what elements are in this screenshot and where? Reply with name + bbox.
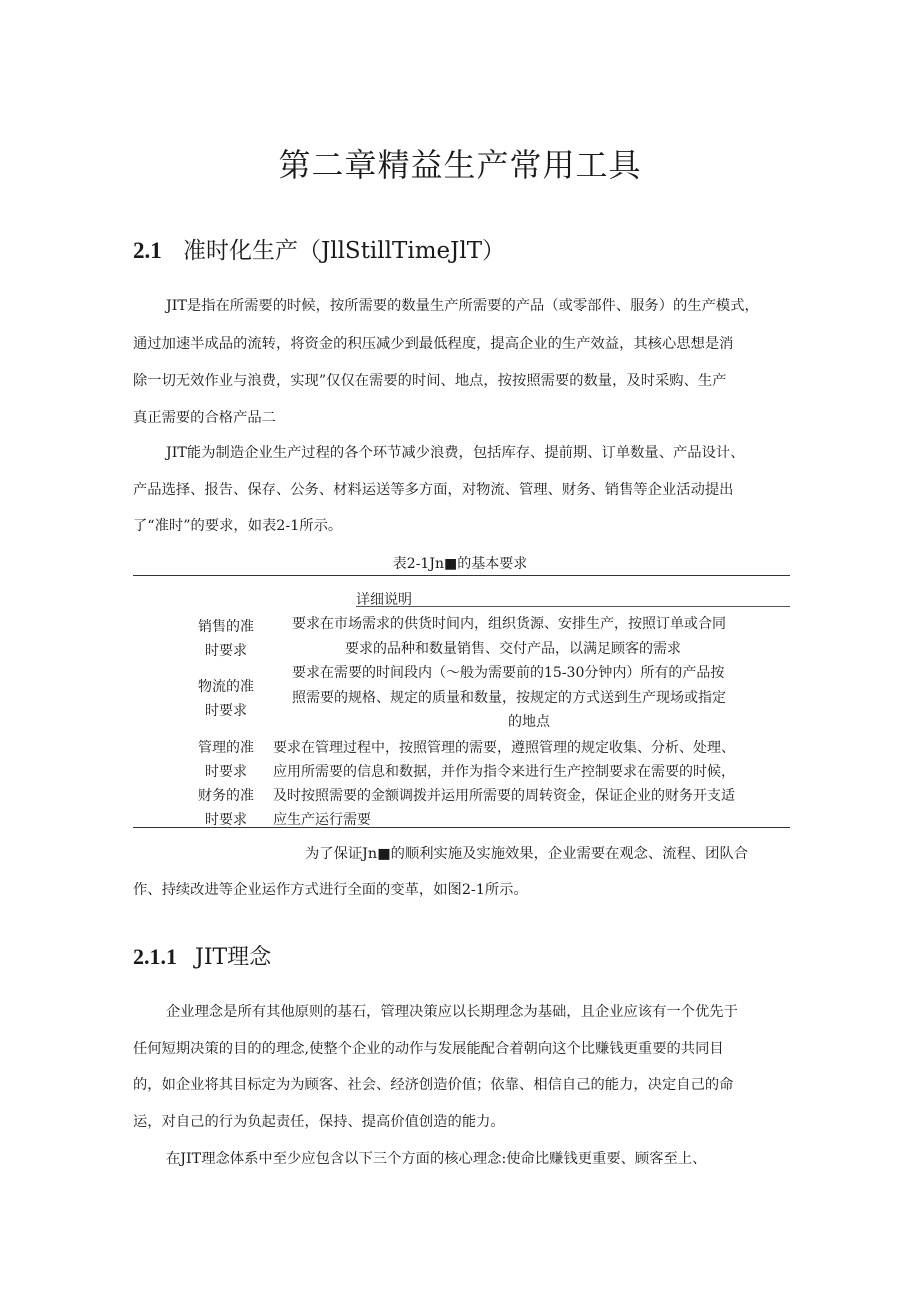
section-number: 2.1.1 [133,944,177,969]
para1-line: JIT是指在所需要的时候，按所需要的数量生产所需要的产品（或零部件、服务）的生产模式， [166,298,759,314]
para5-line: 在JIT理念体系中至少应包含以下三个方面的核心理念:使命比赚钱更重要、顾客至上、 [166,1151,707,1167]
section-heading-2-1 [133,232,505,265]
table-row-mgmt-finance-desc: 要求在管理过程中，按照管理的需要，遵照管理的规定收集、分析、处理、 [273,740,735,756]
table-row-finance-name: 财务的准 [198,788,254,804]
section-heading-2-1-1 [133,940,271,971]
para1-line: 除一切无效作业与浪费，实现”仅仅在需要的时间、地点，按按照需要的数量，及时采购、生产 [133,373,727,389]
para3-line: 为了保证Jn■的顺利实施及实施效果，企业需要在观念、流程、团队合 [305,846,749,862]
table-row-finance-name: 时要求 [205,812,247,828]
para4-line: 企业理念是所有其他原则的基石，管理决策应以长期理念为基础，且企业应该有一个优先于 [166,1004,738,1020]
table-row-logistics-name: 物流的准 [198,679,254,695]
table-top-rule [133,575,790,576]
table-row-mgmt-finance-desc: 应生产运行需要 [273,812,371,828]
table-row-sales-desc: 要求在市场需求的供货时间内，组织货源、安排生产，按照订单或合同 [292,616,726,632]
table-caption: 表2-1Jn■的基本要求 [392,556,528,572]
para4-line: 的，如企业将其目标定为为顾客、社会、经济创造价值；依靠、相信自己的能力，决定自己的命 [133,1077,734,1093]
table-row-logistics-desc: 的地点 [508,714,550,730]
table-header-detail: 详细说明 [356,592,412,608]
section-title: JIT理念 [195,945,272,970]
table-row-mgmt-name: 时要求 [205,764,247,780]
table-row-logistics-name: 时要求 [205,703,247,719]
para2-line: JIT能为制造企业生产过程的各个环节减少浪费，包括库存、提前期、订单数量、产品设计、 [166,445,745,461]
para3-line: 作、持续改进等企业运作方式进行全面的变革，如图2-1所示。 [133,882,528,898]
table-row-sales-name: 销售的准 [198,619,254,635]
table-row-mgmt-finance-desc: 应用所需要的信息和数据，并作为指令来进行生产控制要求在需要的时候， [273,764,735,780]
table-row-sales-name: 时要求 [205,643,247,659]
para1-line: 真正需要的合格产品二 [133,410,276,426]
para2-line: 产品选择、报告、保存、公务、材料运送等多方面，对物流、管理、财务、销售等企业活动提出 [133,482,734,498]
table-header-rule [356,606,790,607]
table-row-sales-desc: 要求的品种和数量销售、交付产品，以满足顾客的需求 [345,641,681,657]
para4-line: 运，对自己的行为负起责任，保持、提高价值创造的能力。 [133,1114,505,1130]
para2-line: 了“准时”的要求，如表2-1所示。 [133,518,343,534]
table-bottom-rule [133,827,790,828]
section-number: 2.1 [133,238,162,263]
para4-line: 任何短期决策的目的的理念,使整个企业的动作与发展能配合着朝向这个比赚钱更重要的共同目 [133,1041,724,1057]
table-row-logistics-desc: 照需要的规格、规定的质量和数量，按规定的方式送到生产现场或指定 [292,690,726,706]
table-row-mgmt-finance-desc: 及时按照需要的金额调拨并运用所需要的周转资金，保证企业的财务开支适 [273,788,735,804]
table-row-mgmt-name: 管理的准 [198,740,254,756]
table-row-logistics-desc: 要求在需要的时间段内（～般为需要前的15-30分钟内）所有的产品按 [292,665,725,681]
chapter-title: 第二章精益生产常用工具 [278,146,642,184]
section-title: 准时化生产（JllStillTimeJlT） [183,238,506,264]
para1-line: 通过加速半成品的流转，将资金的积压减少到最低程度，提高企业的生产效益，其核心思想是消 [133,336,734,352]
